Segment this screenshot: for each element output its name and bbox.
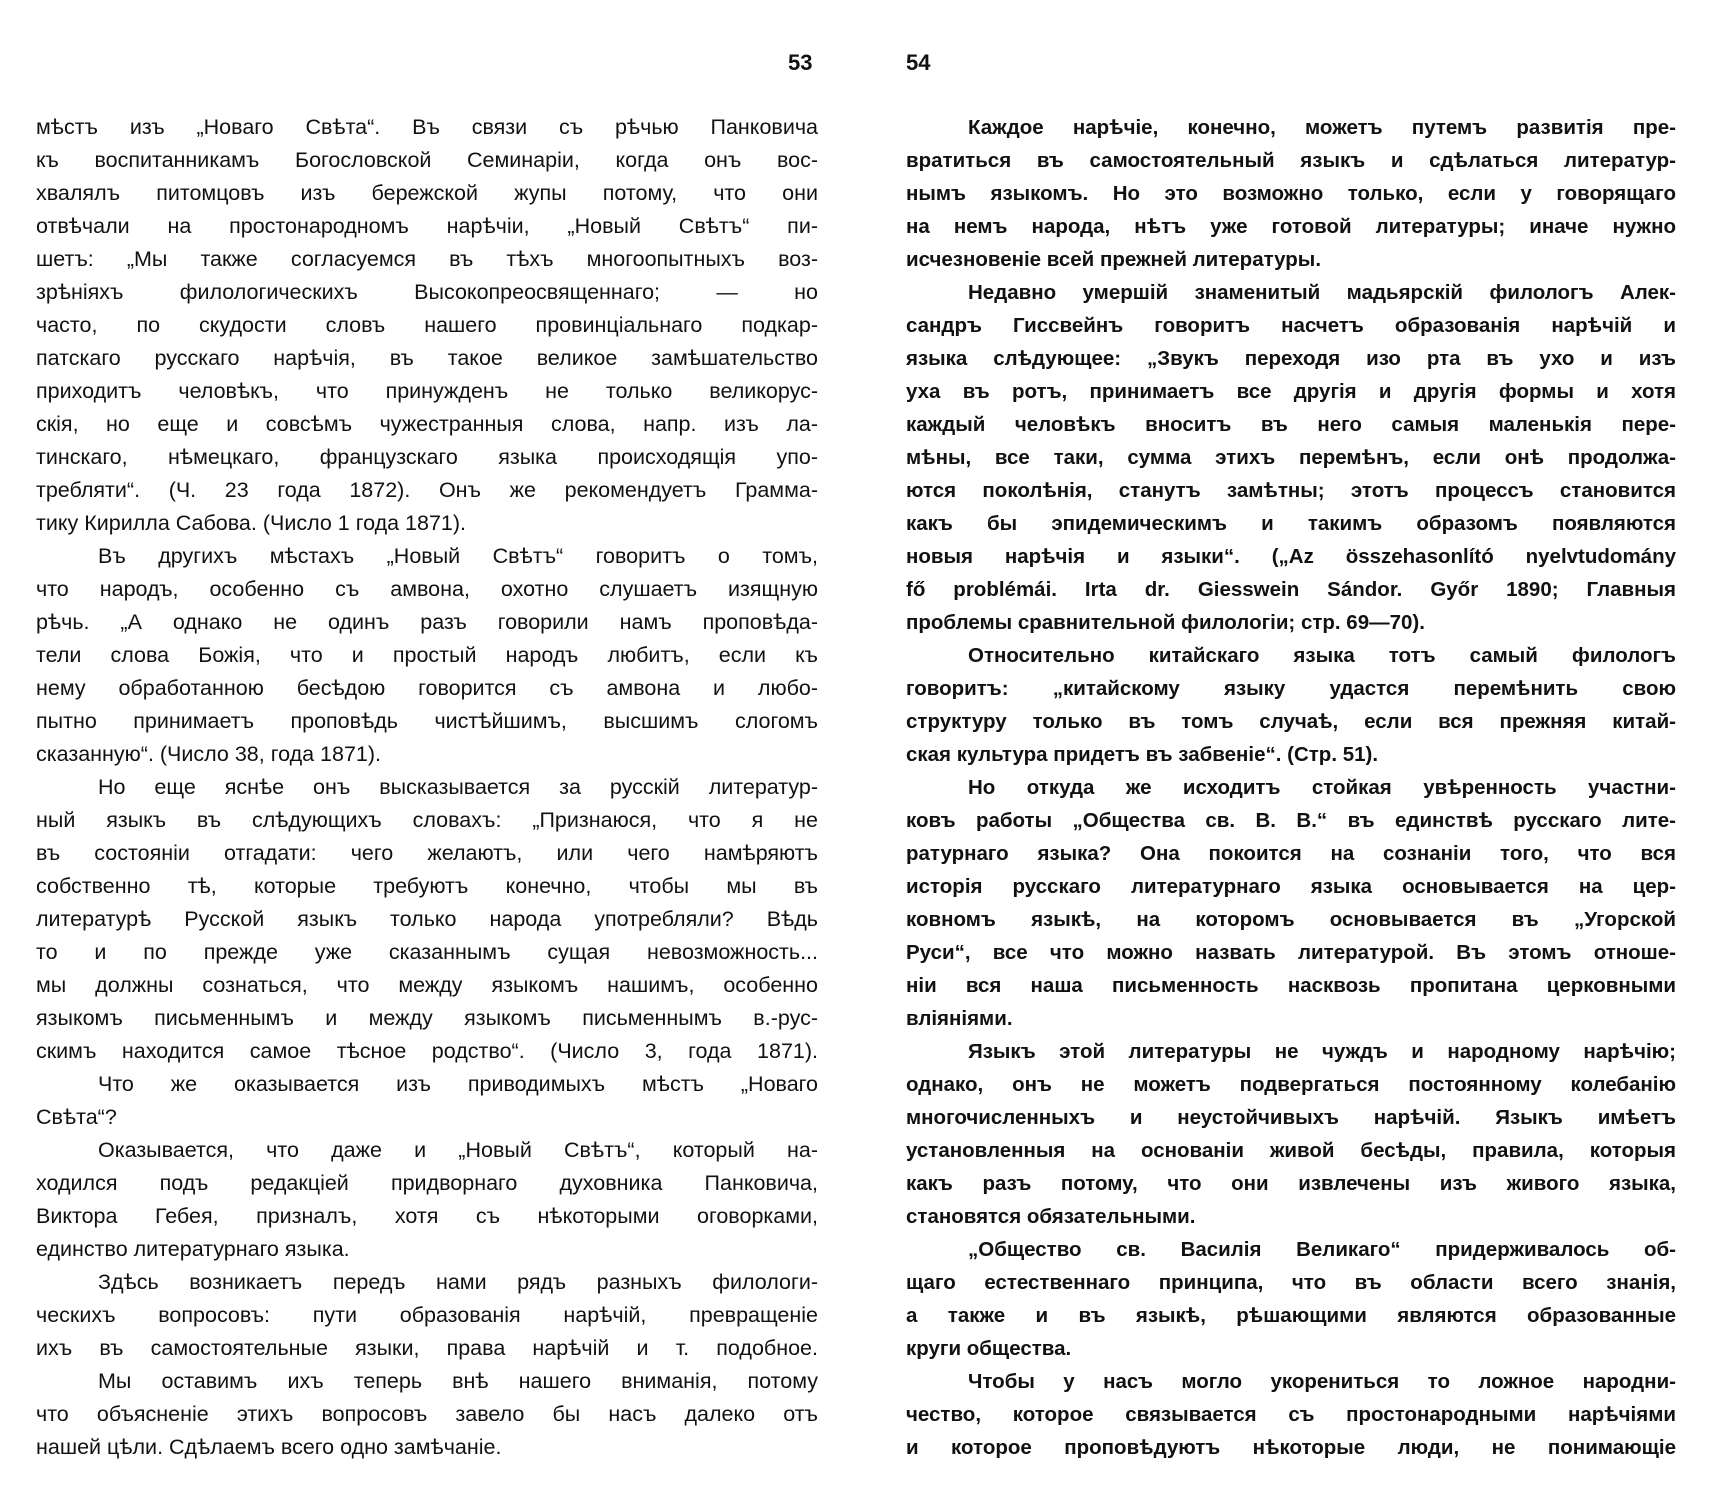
text-line: сказанную“. (Число 38, года 1871). (36, 742, 382, 766)
text-line: новыя нарѣчія и языки“. („Az összehasonlító nyelvtudomány (906, 545, 1676, 568)
text-line: однако, онъ не можетъ подвергаться постоянному колебанію (906, 1073, 1676, 1096)
left-page (0, 0, 818, 1500)
text-line: пытно принимаетъ проповѣдь чистѣйшимъ, высшимъ слогомъ (36, 709, 818, 733)
text-line: Руси“, все что можно назвать литературой. Въ этомъ отноше- (906, 941, 1676, 964)
text-line: становятся обязательными. (906, 1205, 1196, 1228)
text-line: литературѣ Русской языкъ только народа употребляли? Вѣдь (36, 907, 818, 931)
text-line: мѣстъ изъ „Новаго Свѣта“. Въ связи съ рѣчью Панковича (36, 115, 818, 139)
text-line: Чтобы у насъ могло укорениться то ложное народни- (968, 1370, 1676, 1393)
text-line: проблемы сравнительной филологіи; стр. 69—70). (906, 611, 1425, 634)
page-body (906, 111, 1676, 1464)
text-line: установленныя на основаніи живой бесѣды, правила, которыя (906, 1139, 1676, 1162)
text-line: уха въ ротъ, принимаетъ все другія и другія формы и хотя (906, 380, 1676, 403)
text-line: а также и въ языкѣ, рѣшающими являются образованные (906, 1304, 1676, 1327)
text-line: ный языкъ въ слѣдующихъ словахъ: „Признаюся, что я не (36, 808, 818, 832)
text-line: на немъ народа, нѣтъ уже готовой литературы; иначе нужно (906, 215, 1676, 238)
text-line: вратиться въ самостоятельный языкъ и сдѣлаться литератур- (906, 149, 1676, 172)
text-line: ковномъ языкѣ, на которомъ основывается въ „Угорской (906, 908, 1676, 931)
text-line: патскаго русскаго нарѣчія, въ такое великое замѣшательство (36, 346, 818, 370)
text-line: Оказывается, что даже и „Новый Свѣтъ“, который на- (98, 1138, 818, 1162)
text-line: нымъ языкомъ. Но это возможно только, если у говорящаго (906, 182, 1676, 205)
text-line: хвалялъ питомцовъ изъ бережской жупы потому, что они (36, 181, 818, 205)
text-line: Недавно умершій знаменитый мадьярскій филологъ Алек- (968, 281, 1676, 304)
page-number: 53 (788, 50, 813, 75)
text-line: въ состояніи отгадати: чего желаютъ, или чего намѣряютъ (36, 841, 818, 865)
text-line: шетъ: „Мы также согласуемся въ тѣхъ многоопытныхъ воз- (36, 247, 818, 271)
text-line: Языкъ этой литературы не чуждъ и народному нарѣчію; (968, 1040, 1676, 1063)
text-line: ческихъ вопросовъ: пути образованія нарѣчій, превращеніе (36, 1303, 818, 1327)
text-line: ихъ въ самостоятельные языки, права нарѣчій и т. подобное. (36, 1336, 818, 1360)
right-page (906, 0, 1712, 1500)
text-line: требляти“. (Ч. 23 года 1872). Онъ же рекомендуетъ Грамма- (36, 478, 818, 502)
text-line: зрѣніяхъ филологическихъ Высокопреосвященнаго; — но (36, 280, 818, 304)
text-line: многочисленныхъ и неустойчивыхъ нарѣчій. Языкъ имѣетъ (906, 1106, 1676, 1129)
text-line: языкомъ письменнымъ и между языкомъ письменнымъ в.-рус- (36, 1006, 818, 1030)
text-line: Относительно китайскаго языка тотъ самый филологъ (968, 644, 1676, 667)
text-line: „Общество св. Василія Великаго“ придерживалось об- (968, 1238, 1676, 1261)
text-line: Здѣсь возникаетъ передъ нами рядъ разныхъ филологи- (98, 1270, 818, 1294)
text-line: каждый человѣкъ вноситъ въ него самыя маленькія пере- (906, 413, 1676, 436)
text-line: собственно тѣ, которые требуютъ конечно, чтобы мы въ (36, 874, 818, 898)
text-line: сандръ Гиссвейнъ говоритъ насчетъ образованія нарѣчій и (906, 314, 1676, 337)
text-line: и которое проповѣдуютъ нѣкоторые люди, не понимающіе (906, 1436, 1676, 1459)
text-line: нему обработанною бесѣдою говорится съ амвона и любо- (36, 676, 818, 700)
text-line: Каждое нарѣчіе, конечно, можетъ путемъ развитія пре- (968, 116, 1676, 139)
text-line: Мы оставимъ ихъ теперь внѣ нашего вниманія, потому (98, 1369, 818, 1393)
text-line: щаго естественнаго принципа, что въ области всего знанія, (906, 1271, 1676, 1294)
text-line: Въ другихъ мѣстахъ „Новый Свѣтъ“ говоритъ о томъ, (98, 544, 818, 568)
text-line: Что же оказывается изъ приводимыхъ мѣстъ „Новаго (98, 1072, 818, 1096)
text-line: тинскаго, нѣмецкаго, французскаго языка происходящія упо- (36, 445, 818, 469)
text-line: нашей цѣли. Сдѣлаемъ всего одно замѣчаніе. (36, 1435, 502, 1459)
text-line: fő problémái. Irta dr. Giesswein Sándor. Győr 1890; Главныя (906, 578, 1676, 601)
text-line: Виктора Гебея, призналъ, хотя съ нѣкоторыми оговорками, (36, 1204, 818, 1228)
text-line: языка слѣдующее: „Звукъ переходя изо рта въ ухо и изъ (906, 347, 1676, 370)
text-line: мѣны, все таки, сумма этихъ перемѣнъ, если онѣ продолжа- (906, 446, 1676, 469)
text-line: какъ бы эпидемическимъ и такимъ образомъ появляются (906, 512, 1676, 535)
text-line: Но откуда же исходитъ стойкая увѣренность участни- (968, 776, 1676, 799)
text-line: къ воспитанникамъ Богословской Семинаріи, когда онъ вос- (36, 148, 818, 172)
text-line: ходился подъ редакціей придворнаго духовника Панковича, (36, 1171, 818, 1195)
text-line: скимъ находится самое тѣсное родство“. (Число 3, года 1871). (36, 1039, 818, 1063)
text-line: ніи вся наша письменность насквозь пропитана церковными (906, 974, 1676, 997)
text-line: вліяніями. (906, 1007, 1013, 1030)
text-line: ская культура придетъ въ забвеніе“. (Стр. 51). (906, 743, 1379, 766)
text-line: структуру только въ томъ случаѣ, если вся прежняя китай- (906, 710, 1676, 733)
text-line: тели слова Божія, что и простый народъ любитъ, если къ (36, 643, 818, 667)
text-line: скія, но еще и совсѣмъ чужестранныя слова, напр. изъ ла- (36, 412, 818, 436)
text-line: единство литературнаго языка. (36, 1237, 350, 1261)
text-line: говоритъ: „китайскому языку удастся перемѣнить свою (906, 677, 1676, 700)
text-line: Но еще яснѣе онъ высказывается за русскій литератур- (98, 775, 818, 799)
text-line: тику Кирилла Сабова. (Число 1 года 1871). (36, 511, 467, 535)
text-line: мы должны сознаться, что между языкомъ нашимъ, особенно (36, 973, 818, 997)
page-body (36, 111, 818, 1464)
text-line: отвѣчали на простонародномъ нарѣчіи, „Новый Свѣтъ“ пи- (36, 214, 818, 238)
text-line: круги общества. (906, 1337, 1072, 1360)
text-line: чество, которое связывается съ простонародными нарѣчіями (906, 1403, 1676, 1426)
text-line: то и по прежде уже сказаннымъ сущая невозможность... (36, 940, 818, 964)
text-line: какъ разъ потому, что они извлечены изъ живого языка, (906, 1172, 1676, 1195)
text-line: Свѣта“? (36, 1105, 117, 1129)
text-line: исторія русскаго литературнаго языка основывается на цер- (906, 875, 1676, 898)
text-line: ются поколѣнія, станутъ замѣтны; этотъ процессъ становится (906, 479, 1676, 502)
text-line: что народъ, особенно съ амвона, охотно слушаетъ изящную (36, 577, 818, 601)
text-line: рѣчь. „А однако не одинъ разъ говорили намъ проповѣда- (36, 610, 818, 634)
text-line: ратурнаго языка? Она покоится на сознаніи того, что вся (906, 842, 1676, 865)
text-line: часто, по скудости словъ нашего провинціальнаго подкар- (36, 313, 818, 337)
page-number: 54 (906, 50, 931, 75)
text-line: что объясненіе этихъ вопросовъ завело бы насъ далеко отъ (36, 1402, 818, 1426)
text-line: приходитъ человѣкъ, что принужденъ не только великорус- (36, 379, 818, 403)
text-line: исчезновеніе всей прежней литературы. (906, 248, 1322, 271)
text-line: ковъ работы „Общества св. В. В.“ въ единствѣ русскаго лите- (906, 809, 1676, 832)
